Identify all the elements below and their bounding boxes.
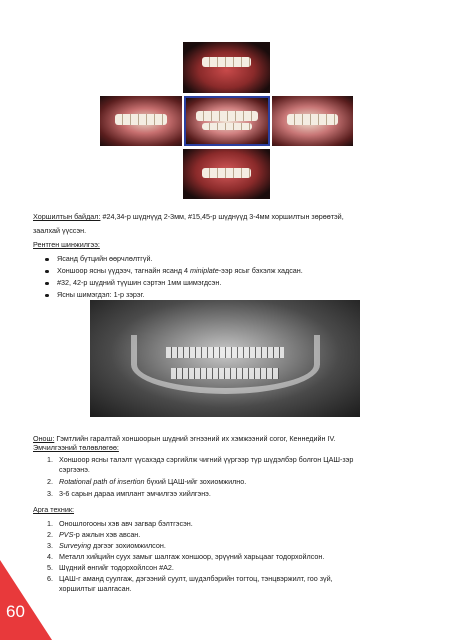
observation-label: Хоршилтын байдал: bbox=[33, 212, 101, 221]
xray-bullet-text: Ясны шимэгдэл: 1-р зэрэг. bbox=[57, 290, 145, 299]
technique-item-num: 1. bbox=[47, 519, 53, 528]
technique-item-text: PVS-р ажлын хэв авсан. bbox=[59, 530, 141, 539]
page-number: 60 bbox=[6, 602, 25, 621]
plan-item-num: 2. bbox=[47, 477, 53, 486]
technique-item-text: Оношлогооны хэв авч загвар бэлтгэсэн. bbox=[59, 519, 193, 528]
xray-exam-label: Рентген шинжилгээ: bbox=[33, 240, 100, 249]
diagnosis-text: Гэмтлийн гаралтай хоншоорын шүдний эгнээний их хэмжээний согог, Кеннедийн IV. bbox=[54, 434, 336, 443]
xray-bullet-text: Ясанд бүтцийн өөрчлөлтгүй. bbox=[57, 254, 153, 263]
observation-text: #24,34-р шүднүүд 2-3мм, #15,45-р шүднүүд 3-4мм хоршилтын зөрөөтэй, bbox=[100, 212, 344, 221]
technique-item-num: 2. bbox=[47, 530, 53, 539]
xray-bullet-text: #32, 42-р шүдний түүшин сэртэн 1мм шимэгдсэн. bbox=[57, 278, 222, 287]
technique-label: Арга техник: bbox=[33, 505, 75, 514]
technique-item-num: 4. bbox=[47, 552, 53, 561]
plan-item-text: Хоншоор ясны талэлт үүсахэдэ сэргийлж чигний үүргээр түр шүдэлбэр болгон ЦАШ-зэр bbox=[59, 455, 354, 464]
xray-bullet-text: Хоншоор ясны үүдээч, тагнайн ясанд 4 miniplate-ээр ясыг бэхэлж хадсан. bbox=[57, 266, 303, 275]
treatment-plan-label: Эмчилгээний төлөвлөгөө: bbox=[33, 443, 119, 452]
observation-line-2: заалхай үүссэн. bbox=[33, 226, 87, 235]
technique-item-text: Металл хийцийн суух замыг шалгаж хоншоор, эрүүний харьцааг тодорхойлсон. bbox=[59, 552, 325, 561]
technique-item-text-cont: хоршилтыг шалгасан. bbox=[59, 584, 132, 593]
plan-item-num: 3. bbox=[47, 489, 53, 498]
technique-item-text: Шүдний өнгийг тодорхойлсон #A2. bbox=[59, 563, 174, 572]
plan-item-num: 1. bbox=[47, 455, 53, 464]
plan-item-text-cont: сэргээнэ. bbox=[59, 465, 90, 474]
technique-item-num: 3. bbox=[47, 541, 53, 550]
diagnosis-label: Онош: bbox=[33, 434, 55, 443]
plan-item-text: Rotational path of insertion бүхий ЦАШ-ийг зохиомжилно. bbox=[59, 477, 247, 486]
technique-item-text: ЦАШ-г аманд суулгаж, дэгээний суулт, шүдэлбэрийн тогтоц, тэнцвэржилт, гоо зүй, bbox=[59, 574, 333, 583]
technique-item-num: 5. bbox=[47, 563, 53, 572]
technique-item-num: 6. bbox=[47, 574, 53, 583]
plan-item-text: 3-6 сарын дараа имплант эмчилгээ хийлгэнэ. bbox=[59, 489, 211, 498]
technique-item-text: Surveying дэгээг зохиомжилсон. bbox=[59, 541, 166, 550]
